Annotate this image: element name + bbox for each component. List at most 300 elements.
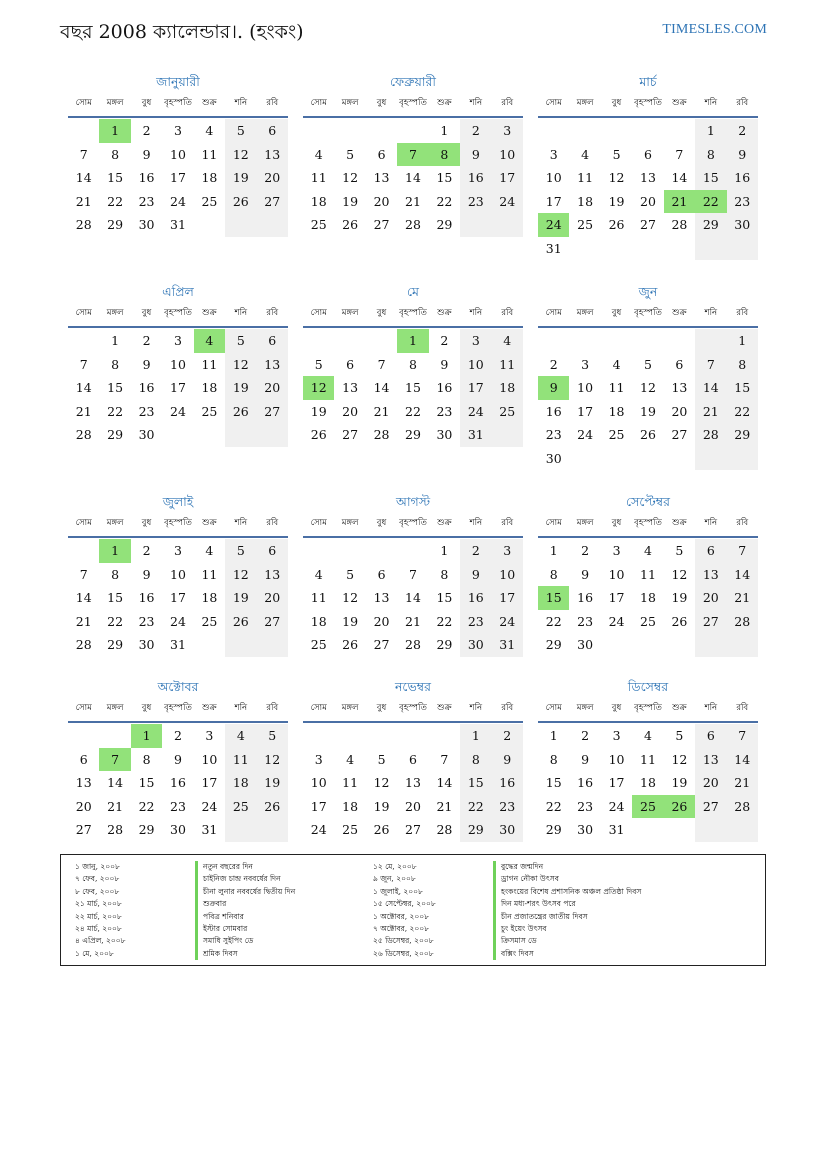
day-cell[interactable]: 20 (342, 403, 359, 419)
day-cell[interactable]: 27 (695, 795, 726, 819)
day-cell[interactable]: 28 (107, 822, 124, 837)
site-brand-link[interactable]: TIMESLES.COM (662, 22, 767, 37)
day-cell[interactable]: 22 (436, 193, 453, 209)
day-cell[interactable]: 16 (138, 170, 155, 185)
day-cell[interactable]: 26 (225, 190, 256, 214)
day-cell[interactable]: 20 (257, 376, 288, 400)
day-cell[interactable]: 26 (671, 613, 688, 629)
day-cell[interactable]: 22 (107, 403, 124, 419)
day-cell[interactable]: 12 (342, 170, 359, 185)
day-cell[interactable]: 17 (492, 586, 523, 610)
day-cell[interactable]: 14 (727, 563, 758, 587)
day-cell[interactable]: 19 (373, 798, 390, 814)
day-cell[interactable]: 19 (257, 771, 288, 795)
day-cell[interactable]: 18 (201, 590, 218, 605)
holiday-day-cell[interactable]: 7 (99, 748, 130, 772)
day-cell[interactable]: 4 (314, 146, 323, 162)
day-cell[interactable]: 30 (577, 637, 594, 652)
day-cell[interactable]: 31 (608, 822, 625, 837)
day-cell[interactable]: 19 (225, 166, 256, 190)
day-cell[interactable]: 14 (75, 170, 92, 185)
day-cell[interactable]: 26 (373, 822, 390, 837)
day-cell[interactable]: 12 (225, 143, 256, 167)
day-cell[interactable]: 4 (205, 123, 214, 138)
day-cell[interactable]: 27 (695, 610, 726, 634)
day-cell[interactable]: 6 (409, 751, 417, 767)
day-cell[interactable]: 15 (460, 771, 491, 795)
day-cell[interactable]: 29 (138, 822, 155, 837)
day-cell[interactable]: 14 (75, 380, 92, 395)
day-cell[interactable]: 12 (225, 353, 256, 377)
day-cell[interactable]: 16 (727, 166, 758, 190)
day-cell[interactable]: 28 (727, 610, 758, 634)
day-cell[interactable]: 4 (205, 543, 214, 558)
day-cell[interactable]: 11 (342, 775, 359, 790)
holiday-day-cell[interactable]: 9 (538, 376, 569, 400)
day-cell[interactable]: 30 (170, 822, 186, 837)
day-cell[interactable]: 2 (581, 728, 590, 743)
day-cell[interactable]: 5 (225, 539, 256, 563)
day-cell[interactable]: 3 (492, 119, 523, 143)
day-cell[interactable]: 23 (492, 795, 523, 819)
day-cell[interactable]: 22 (107, 613, 124, 629)
day-cell[interactable]: 11 (640, 566, 656, 582)
day-cell[interactable]: 2 (142, 543, 151, 558)
day-cell[interactable]: 23 (577, 613, 594, 629)
day-cell[interactable]: 18 (225, 771, 256, 795)
day-cell[interactable]: 2 (581, 543, 590, 558)
day-cell[interactable]: 30 (436, 427, 453, 442)
day-cell[interactable]: 5 (346, 566, 355, 582)
day-cell[interactable]: 3 (549, 146, 558, 162)
day-cell[interactable]: 30 (577, 822, 594, 837)
day-cell[interactable]: 30 (460, 633, 491, 657)
day-cell[interactable]: 4 (492, 329, 523, 353)
day-cell[interactable]: 24 (170, 613, 186, 629)
day-cell[interactable]: 15 (545, 775, 562, 790)
day-cell[interactable]: 2 (142, 333, 151, 348)
day-cell[interactable]: 25 (310, 217, 327, 232)
day-cell[interactable]: 5 (225, 119, 256, 143)
day-cell[interactable]: 22 (545, 613, 562, 629)
day-cell[interactable]: 8 (460, 748, 491, 772)
day-cell[interactable]: 7 (675, 146, 684, 162)
holiday-day-cell[interactable]: 25 (632, 795, 663, 819)
day-cell[interactable]: 14 (727, 748, 758, 772)
day-cell[interactable]: 23 (436, 403, 453, 419)
day-cell[interactable]: 18 (492, 376, 523, 400)
day-cell[interactable]: 14 (373, 380, 390, 395)
day-cell[interactable]: 18 (640, 590, 656, 605)
holiday-day-cell[interactable]: 1 (397, 329, 428, 353)
day-cell[interactable]: 25 (201, 403, 218, 419)
day-cell[interactable]: 8 (695, 143, 726, 167)
holiday-day-cell[interactable]: 4 (194, 329, 225, 353)
holiday-day-cell[interactable]: 7 (397, 143, 428, 167)
day-cell[interactable]: 6 (695, 539, 726, 563)
day-cell[interactable]: 5 (644, 356, 652, 372)
day-cell[interactable]: 26 (225, 400, 256, 424)
day-cell[interactable]: 9 (727, 143, 758, 167)
day-cell[interactable]: 13 (75, 775, 92, 790)
day-cell[interactable]: 24 (577, 427, 594, 442)
day-cell[interactable]: 9 (460, 143, 491, 167)
day-cell[interactable]: 8 (440, 566, 449, 582)
day-cell[interactable]: 13 (257, 143, 288, 167)
day-cell[interactable]: 11 (492, 353, 523, 377)
day-cell[interactable]: 22 (436, 613, 453, 629)
day-cell[interactable]: 7 (79, 566, 88, 582)
day-cell[interactable]: 14 (695, 376, 726, 400)
day-cell[interactable]: 9 (174, 751, 182, 767)
day-cell[interactable]: 12 (671, 566, 688, 582)
day-cell[interactable]: 17 (577, 403, 594, 419)
day-cell[interactable]: 22 (107, 193, 124, 209)
day-cell[interactable]: 9 (142, 146, 151, 162)
day-cell[interactable]: 30 (545, 450, 562, 466)
day-cell[interactable]: 5 (257, 724, 288, 748)
day-cell[interactable]: 3 (174, 123, 182, 138)
day-cell[interactable]: 21 (373, 403, 390, 419)
day-cell[interactable]: 19 (608, 193, 625, 209)
day-cell[interactable]: 10 (545, 170, 562, 185)
day-cell[interactable]: 13 (671, 380, 688, 395)
day-cell[interactable]: 13 (695, 748, 726, 772)
day-cell[interactable]: 6 (644, 146, 652, 162)
day-cell[interactable]: 21 (75, 193, 92, 209)
day-cell[interactable]: 16 (545, 403, 562, 419)
day-cell[interactable]: 17 (201, 775, 218, 790)
day-cell[interactable]: 23 (138, 613, 155, 629)
day-cell[interactable]: 1 (549, 728, 558, 743)
day-cell[interactable]: 30 (138, 637, 155, 652)
day-cell[interactable]: 8 (549, 751, 558, 767)
holiday-day-cell[interactable]: 12 (303, 376, 334, 400)
day-cell[interactable]: 27 (257, 610, 288, 634)
day-cell[interactable]: 6 (257, 329, 288, 353)
day-cell[interactable]: 15 (436, 590, 453, 605)
day-cell[interactable]: 6 (695, 724, 726, 748)
day-cell[interactable]: 28 (727, 795, 758, 819)
day-cell[interactable]: 21 (405, 193, 421, 209)
day-cell[interactable]: 17 (492, 166, 523, 190)
day-cell[interactable]: 15 (405, 380, 421, 395)
day-cell[interactable]: 19 (342, 193, 359, 209)
day-cell[interactable]: 6 (377, 146, 386, 162)
day-cell[interactable]: 10 (608, 751, 625, 767)
day-cell[interactable]: 13 (342, 380, 359, 395)
day-cell[interactable]: 29 (436, 217, 453, 232)
day-cell[interactable]: 22 (727, 400, 758, 424)
day-cell[interactable]: 26 (608, 217, 625, 232)
day-cell[interactable]: 10 (492, 143, 523, 167)
day-cell[interactable]: 12 (640, 380, 656, 395)
day-cell[interactable]: 9 (142, 356, 151, 372)
day-cell[interactable]: 14 (75, 590, 92, 605)
day-cell[interactable]: 3 (460, 329, 491, 353)
day-cell[interactable]: 21 (75, 403, 92, 419)
day-cell[interactable]: 8 (409, 356, 417, 372)
day-cell[interactable]: 7 (727, 539, 758, 563)
day-cell[interactable]: 27 (257, 190, 288, 214)
day-cell[interactable]: 29 (727, 423, 758, 447)
day-cell[interactable]: 24 (170, 403, 186, 419)
day-cell[interactable]: 25 (201, 193, 218, 209)
day-cell[interactable]: 5 (675, 728, 684, 743)
day-cell[interactable]: 26 (342, 637, 359, 652)
day-cell[interactable]: 16 (138, 380, 155, 395)
day-cell[interactable]: 9 (440, 356, 449, 372)
day-cell[interactable]: 19 (342, 613, 359, 629)
day-cell[interactable]: 10 (492, 563, 523, 587)
holiday-day-cell[interactable]: 24 (538, 213, 569, 237)
day-cell[interactable]: 29 (460, 818, 491, 842)
day-cell[interactable]: 11 (608, 380, 625, 395)
day-cell[interactable]: 17 (608, 590, 625, 605)
day-cell[interactable]: 14 (405, 170, 421, 185)
day-cell[interactable]: 2 (492, 724, 523, 748)
day-cell[interactable]: 30 (138, 427, 155, 442)
day-cell[interactable]: 21 (75, 613, 92, 629)
day-cell[interactable]: 2 (460, 539, 491, 563)
day-cell[interactable]: 12 (342, 590, 359, 605)
day-cell[interactable]: 27 (257, 400, 288, 424)
day-cell[interactable]: 16 (460, 586, 491, 610)
day-cell[interactable]: 22 (545, 798, 562, 814)
day-cell[interactable]: 29 (107, 217, 124, 232)
day-cell[interactable]: 8 (727, 353, 758, 377)
day-cell[interactable]: 1 (727, 329, 758, 353)
day-cell[interactable]: 4 (612, 356, 621, 372)
day-cell[interactable]: 18 (201, 380, 218, 395)
day-cell[interactable]: 16 (436, 380, 453, 395)
day-cell[interactable]: 12 (225, 563, 256, 587)
day-cell[interactable]: 18 (342, 798, 359, 814)
day-cell[interactable]: 21 (436, 798, 453, 814)
holiday-day-cell[interactable]: 22 (695, 190, 726, 214)
day-cell[interactable]: 14 (107, 775, 124, 790)
day-cell[interactable]: 20 (405, 798, 421, 814)
day-cell[interactable]: 5 (314, 356, 323, 372)
day-cell[interactable]: 15 (107, 380, 124, 395)
day-cell[interactable]: 26 (342, 217, 359, 232)
day-cell[interactable]: 2 (727, 119, 758, 143)
day-cell[interactable]: 29 (405, 427, 421, 442)
day-cell[interactable]: 24 (492, 190, 523, 214)
day-cell[interactable]: 20 (640, 193, 656, 209)
day-cell[interactable]: 28 (75, 427, 92, 442)
day-cell[interactable]: 24 (608, 613, 625, 629)
day-cell[interactable]: 13 (695, 563, 726, 587)
day-cell[interactable]: 7 (79, 356, 88, 372)
day-cell[interactable]: 23 (170, 798, 186, 814)
day-cell[interactable]: 28 (671, 217, 688, 232)
day-cell[interactable]: 1 (111, 333, 120, 348)
day-cell[interactable]: 13 (640, 170, 656, 185)
day-cell[interactable]: 10 (310, 775, 327, 790)
day-cell[interactable]: 7 (727, 724, 758, 748)
day-cell[interactable]: 26 (257, 795, 288, 819)
day-cell[interactable]: 16 (577, 775, 594, 790)
day-cell[interactable]: 13 (373, 170, 390, 185)
day-cell[interactable]: 29 (107, 427, 124, 442)
day-cell[interactable]: 3 (492, 539, 523, 563)
day-cell[interactable]: 4 (225, 724, 256, 748)
day-cell[interactable]: 19 (671, 590, 688, 605)
day-cell[interactable]: 25 (577, 217, 594, 232)
holiday-day-cell[interactable]: 21 (664, 190, 695, 214)
day-cell[interactable]: 3 (612, 728, 621, 743)
day-cell[interactable]: 24 (310, 822, 327, 837)
day-cell[interactable]: 21 (727, 771, 758, 795)
day-cell[interactable]: 31 (201, 822, 218, 837)
day-cell[interactable]: 8 (549, 566, 558, 582)
day-cell[interactable]: 3 (612, 543, 621, 558)
day-cell[interactable]: 8 (142, 751, 151, 767)
day-cell[interactable]: 5 (612, 146, 621, 162)
day-cell[interactable]: 17 (545, 193, 562, 209)
day-cell[interactable]: 14 (405, 590, 421, 605)
day-cell[interactable]: 11 (201, 146, 218, 162)
day-cell[interactable]: 17 (170, 380, 186, 395)
day-cell[interactable]: 7 (695, 353, 726, 377)
day-cell[interactable]: 29 (107, 637, 124, 652)
day-cell[interactable]: 31 (170, 637, 186, 652)
day-cell[interactable]: 14 (671, 170, 688, 185)
day-cell[interactable]: 29 (436, 637, 453, 652)
day-cell[interactable]: 21 (727, 586, 758, 610)
day-cell[interactable]: 3 (581, 356, 590, 372)
day-cell[interactable]: 5 (346, 146, 355, 162)
day-cell[interactable]: 13 (257, 353, 288, 377)
day-cell[interactable]: 5 (225, 329, 256, 353)
day-cell[interactable]: 22 (138, 798, 155, 814)
day-cell[interactable]: 18 (608, 403, 625, 419)
day-cell[interactable]: 28 (373, 427, 390, 442)
day-cell[interactable]: 1 (695, 119, 726, 143)
day-cell[interactable]: 10 (460, 353, 491, 377)
holiday-day-cell[interactable]: 8 (429, 143, 460, 167)
day-cell[interactable]: 15 (138, 775, 155, 790)
day-cell[interactable]: 15 (436, 170, 453, 185)
day-cell[interactable]: 21 (107, 798, 124, 814)
day-cell[interactable]: 17 (608, 775, 625, 790)
day-cell[interactable]: 10 (201, 751, 218, 767)
day-cell[interactable]: 1 (440, 543, 449, 558)
holiday-day-cell[interactable]: 15 (538, 586, 569, 610)
day-cell[interactable]: 1 (549, 543, 558, 558)
day-cell[interactable]: 4 (581, 146, 590, 162)
day-cell[interactable]: 17 (170, 170, 186, 185)
day-cell[interactable]: 16 (138, 590, 155, 605)
day-cell[interactable]: 11 (225, 748, 256, 772)
day-cell[interactable]: 20 (75, 798, 92, 814)
day-cell[interactable]: 3 (205, 728, 214, 743)
day-cell[interactable]: 24 (492, 610, 523, 634)
day-cell[interactable]: 3 (174, 543, 182, 558)
day-cell[interactable]: 27 (405, 822, 421, 837)
day-cell[interactable]: 3 (174, 333, 182, 348)
day-cell[interactable]: 18 (310, 193, 327, 209)
day-cell[interactable]: 29 (695, 213, 726, 237)
day-cell[interactable]: 23 (138, 193, 155, 209)
day-cell[interactable]: 4 (346, 751, 355, 767)
day-cell[interactable]: 19 (640, 403, 656, 419)
day-cell[interactable]: 2 (174, 728, 182, 743)
day-cell[interactable]: 15 (107, 590, 124, 605)
day-cell[interactable]: 2 (549, 356, 558, 372)
day-cell[interactable]: 13 (373, 590, 390, 605)
day-cell[interactable]: 27 (342, 427, 359, 442)
day-cell[interactable]: 3 (314, 751, 323, 767)
day-cell[interactable]: 27 (75, 822, 92, 837)
day-cell[interactable]: 18 (310, 613, 327, 629)
day-cell[interactable]: 11 (310, 170, 327, 185)
day-cell[interactable]: 24 (608, 798, 625, 814)
day-cell[interactable]: 31 (545, 240, 562, 256)
holiday-day-cell[interactable]: 26 (664, 795, 695, 819)
day-cell[interactable]: 28 (436, 822, 453, 837)
day-cell[interactable]: 23 (545, 427, 562, 442)
day-cell[interactable]: 10 (608, 566, 625, 582)
day-cell[interactable]: 18 (577, 193, 594, 209)
day-cell[interactable]: 24 (201, 798, 218, 814)
day-cell[interactable]: 11 (310, 590, 327, 605)
day-cell[interactable]: 26 (310, 427, 327, 442)
day-cell[interactable]: 6 (257, 539, 288, 563)
holiday-day-cell[interactable]: 1 (99, 119, 130, 143)
day-cell[interactable]: 29 (545, 822, 562, 837)
day-cell[interactable]: 30 (138, 217, 155, 232)
day-cell[interactable]: 20 (257, 166, 288, 190)
day-cell[interactable]: 15 (107, 170, 124, 185)
day-cell[interactable]: 23 (460, 190, 491, 214)
day-cell[interactable]: 23 (727, 190, 758, 214)
day-cell[interactable]: 20 (671, 403, 688, 419)
day-cell[interactable]: 31 (170, 217, 186, 232)
day-cell[interactable]: 7 (409, 566, 417, 582)
day-cell[interactable]: 23 (577, 798, 594, 814)
day-cell[interactable]: 25 (201, 613, 218, 629)
day-cell[interactable]: 20 (695, 586, 726, 610)
day-cell[interactable]: 19 (225, 376, 256, 400)
day-cell[interactable]: 30 (492, 818, 523, 842)
day-cell[interactable]: 17 (460, 376, 491, 400)
day-cell[interactable]: 6 (377, 566, 386, 582)
day-cell[interactable]: 14 (436, 775, 453, 790)
day-cell[interactable]: 23 (138, 403, 155, 419)
day-cell[interactable]: 6 (79, 751, 88, 767)
day-cell[interactable]: 8 (111, 146, 120, 162)
day-cell[interactable]: 27 (671, 427, 688, 442)
day-cell[interactable]: 4 (314, 566, 323, 582)
day-cell[interactable]: 13 (405, 775, 421, 790)
day-cell[interactable]: 17 (170, 590, 186, 605)
day-cell[interactable]: 28 (75, 637, 92, 652)
day-cell[interactable]: 2 (460, 119, 491, 143)
day-cell[interactable]: 15 (695, 166, 726, 190)
day-cell[interactable]: 20 (257, 586, 288, 610)
day-cell[interactable]: 8 (111, 356, 120, 372)
day-cell[interactable]: 17 (310, 798, 327, 814)
day-cell[interactable]: 7 (440, 751, 449, 767)
day-cell[interactable]: 9 (142, 566, 151, 582)
day-cell[interactable]: 6 (675, 356, 684, 372)
day-cell[interactable]: 8 (111, 566, 120, 582)
day-cell[interactable]: 12 (257, 748, 288, 772)
day-cell[interactable]: 10 (170, 146, 186, 162)
day-cell[interactable]: 11 (201, 356, 218, 372)
